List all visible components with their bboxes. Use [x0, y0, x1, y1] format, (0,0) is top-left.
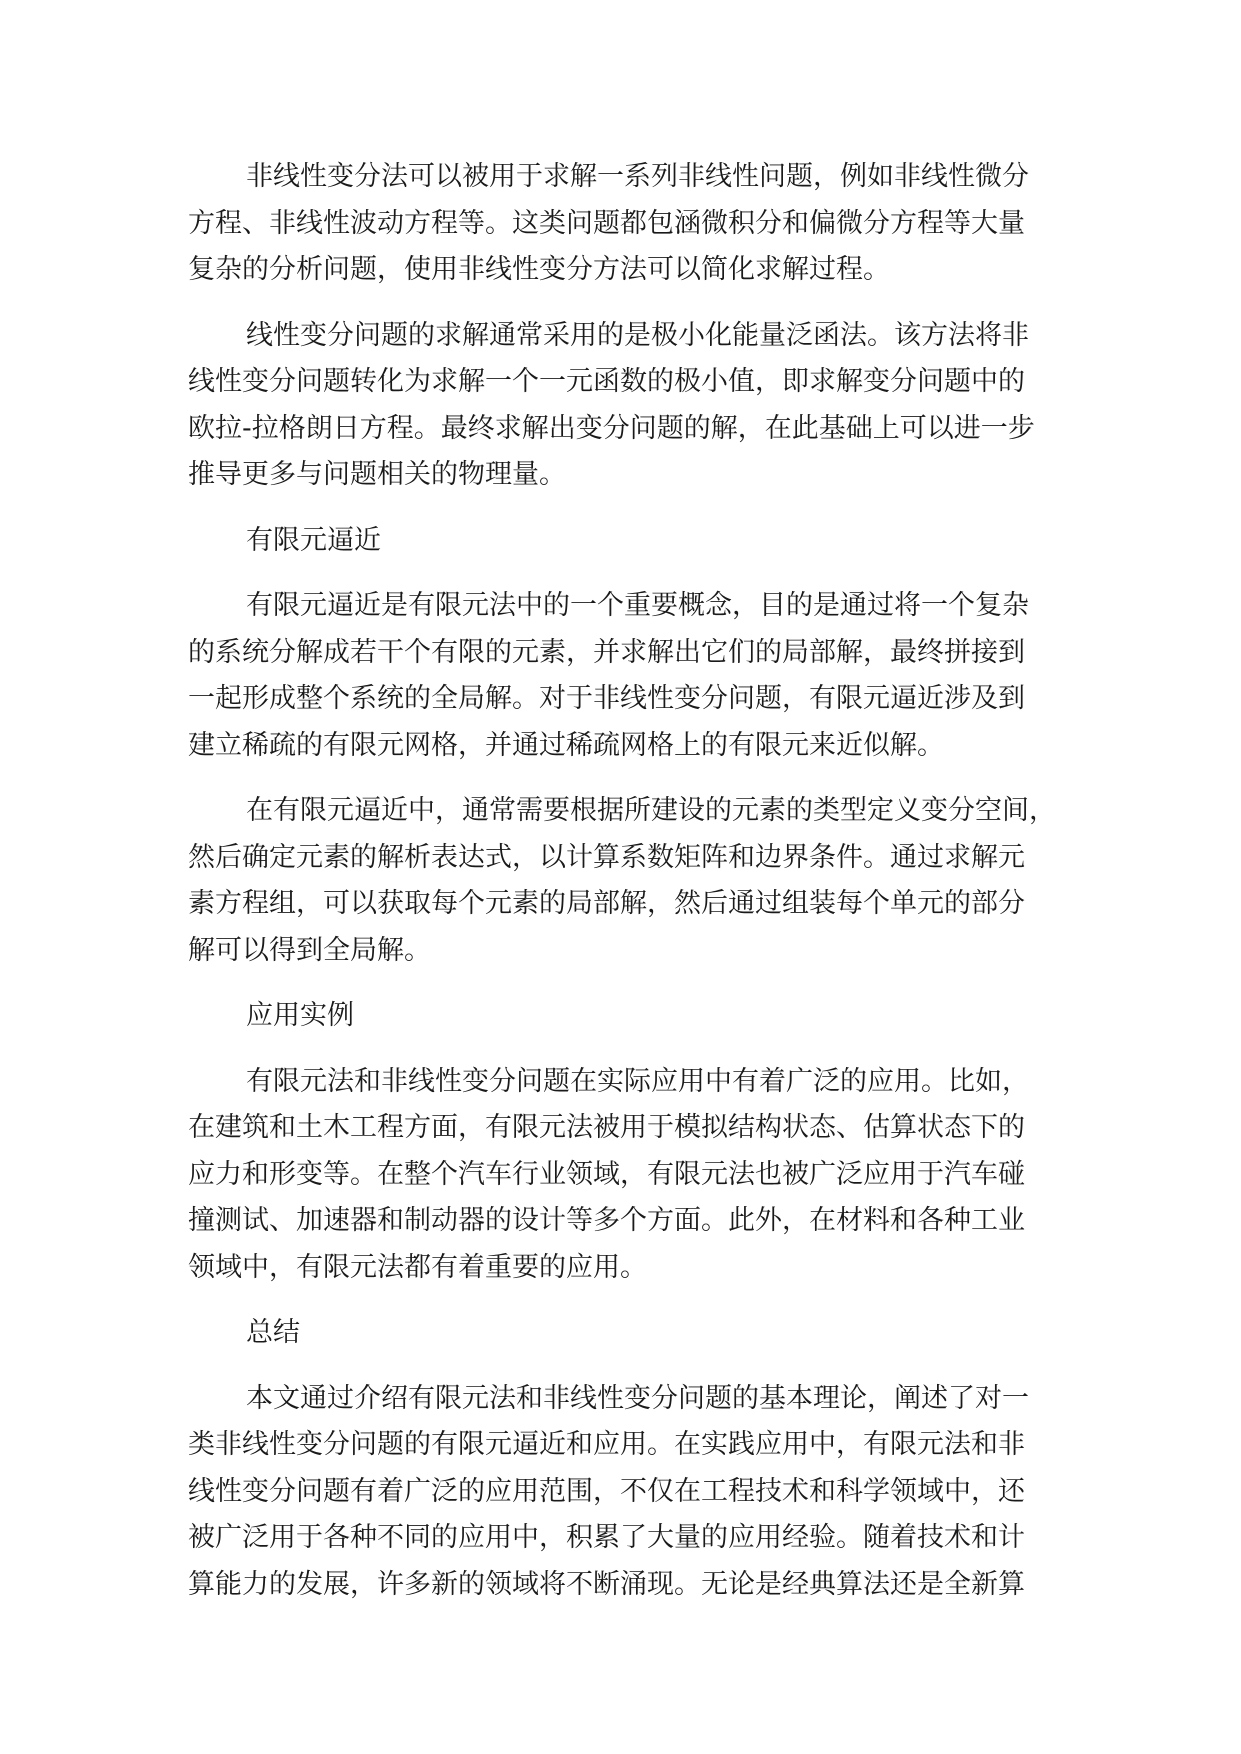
paragraph-line: 领域中，有限元法都有着重要的应用。	[188, 1251, 647, 1283]
paragraph-line: 算能力的发展，许多新的领域将不断涌现。无论是经典算法还是全新算	[188, 1568, 1025, 1600]
paragraph-line: 解可以得到全局解。	[188, 934, 431, 966]
section-heading: 应用实例	[246, 1000, 354, 1031]
paragraph-line: 类非线性变分问题的有限元逼近和应用。在实践应用中，有限元法和非	[188, 1429, 1025, 1460]
paragraph-line: 在有限元逼近中，通常需要根据所建设的元素的类型定义变分空间，	[246, 795, 1056, 826]
paragraph-line: 然后确定元素的解析表达式，以计算系数矩阵和边界条件。通过求解元	[188, 841, 1025, 873]
paragraph-line: 推导更多与问题相关的物理量。	[188, 459, 566, 490]
paragraph-line: 有限元逼近是有限元法中的一个重要概念，目的是通过将一个复杂	[246, 590, 1029, 621]
paragraph-line: 线性变分问题转化为求解一个一元函数的极小值，即求解变分问题中的	[188, 366, 1025, 397]
paragraph-line: 线性变分问题的求解通常采用的是极小化能量泛函法。该方法将非	[246, 319, 1029, 351]
paragraph-line: 建立稀疏的有限元网格，并通过稀疏网格上的有限元来近似解。	[188, 729, 944, 761]
paragraph	[188, 313, 1078, 499]
paragraph-line: 在建筑和土木工程方面，有限元法被用于模拟结构状态、估算状态下的	[188, 1112, 1025, 1143]
paragraph-line: 一起形成整个系统的全局解。对于非线性变分问题，有限元逼近涉及到	[188, 683, 1025, 714]
paragraph-line: 复杂的分析问题，使用非线性变分方法可以简化求解过程。	[188, 254, 890, 285]
paragraph	[188, 788, 1078, 974]
paragraph	[188, 154, 1078, 294]
paragraph-line: 线性变分问题有着广泛的应用范围，不仅在工程技术和科学领域中，还	[188, 1475, 1025, 1507]
document-body	[188, 154, 1078, 1627]
paragraph-line: 应力和形变等。在整个汽车行业领域，有限元法也被广泛应用于汽车碰	[188, 1158, 1025, 1190]
paragraph	[188, 583, 1078, 769]
section-heading: 总结	[246, 1317, 300, 1348]
paragraph-line: 被广泛用于各种不同的应用中，积累了大量的应用经验。随着技术和计	[188, 1522, 1025, 1553]
paragraph-line: 方程、非线性波动方程等。这类问题都包涵微积分和偏微分方程等大量	[188, 207, 1025, 239]
section-heading: 有限元逼近	[246, 524, 381, 556]
paragraph-line: 欧拉-拉格朗日方程。最终求解出变分问题的解，在此基础上可以进一步	[188, 412, 1035, 444]
paragraph-line: 本文通过介绍有限元法和非线性变分问题的基本理论，阐述了对一	[246, 1382, 1029, 1414]
paragraph-line: 素方程组，可以获取每个元素的局部解，然后通过组装每个单元的部分	[188, 888, 1025, 919]
paragraph-line: 撞测试、加速器和制动器的设计等多个方面。此外，在材料和各种工业	[188, 1205, 1025, 1236]
paragraph-line: 有限元法和非线性变分问题在实际应用中有着广泛的应用。比如，	[246, 1065, 1029, 1097]
paragraph	[188, 1376, 1078, 1609]
paragraph-line: 非线性变分法可以被用于求解一系列非线性问题，例如非线性微分	[246, 161, 1029, 192]
paragraph	[188, 1059, 1078, 1292]
paragraph-line: 的系统分解成若干个有限的元素，并求解出它们的局部解，最终拼接到	[188, 636, 1025, 668]
